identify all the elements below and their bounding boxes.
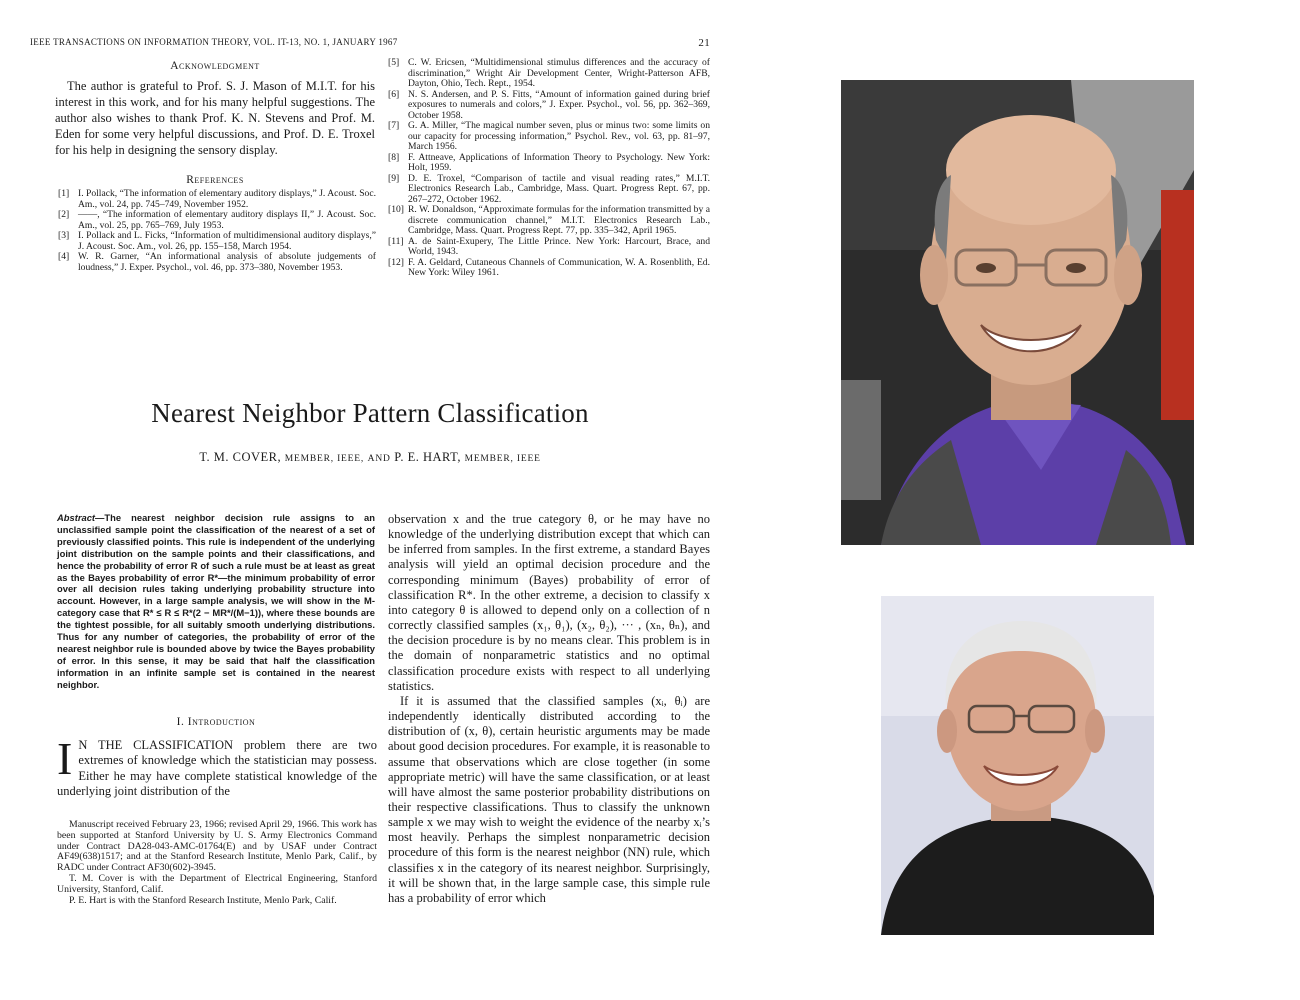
reference-item: [6] N. S. Andersen, and P. S. Fitts, “Amount of information gained during brief exposures to numerals and colors,” J. Exper. Psychol., vol. 56, pp. 362–369, October 1958. (388, 88, 710, 121)
paper-authors (30, 450, 710, 465)
reference-item: [9] D. E. Troxel, “Comparison of tactile and visual reading rates,” M.I.T. Electronics Research Lab., Cambridge, Mass. Quart. Progress Rept. 67, pp. 267–272, October 1962. (388, 172, 710, 205)
reference-item: [4] W. R. Garner, “An informational analysis of absolute judgements of loudness,” J. Exper. Psychol., vol. 46, pp. 373–380, November 1953. (58, 251, 376, 273)
reference-item: [12] F. A. Geldard, Cutaneous Channels of Communication, W. A. Rosenblith, Ed. New York: Wiley 1961. (388, 256, 710, 278)
author-photo-cover (841, 80, 1194, 545)
reference-item: [7] G. A. Miller, “The magical number seven, plus or minus two: some limits on our capacity for processing information,” Psychol. Rev., vol. 63, pp. 81–97, March 1956. (388, 120, 710, 152)
references-heading: References (186, 174, 244, 186)
reference-item: [1] I. Pollack, “The information of elementary auditory displays,” J. Acoust. Soc. Am., vol. 24, pp. 745–749, November 1952. (58, 188, 376, 210)
author-name: P. E. HART, (394, 450, 461, 464)
author-role: MEMBER, IEEE (464, 454, 541, 464)
journal-line: IEEE TRANSACTIONS ON INFORMATION THEORY, VOL. IT-13, NO. 1, JANUARY 1967 (30, 37, 398, 47)
author-conjunction: AND (367, 454, 391, 464)
author-name: T. M. COVER, (199, 450, 282, 464)
page-number: 21 (698, 37, 710, 49)
footnote-hart: P. E. Hart is with the Stanford Research Institute, Menlo Park, Calif. (69, 894, 337, 906)
reference-item: [10] R. W. Donaldson, “Approximate formulas for the information transmitted by a discrete communication channel,” M.I.T. Electronics Research Lab., Cambridge, Mass. Quart. Progress Rept. 77, pp. 335–342, April 1965. (388, 204, 710, 236)
footnote (57, 820, 377, 906)
references-list-right (388, 58, 710, 279)
body-paragraph: observation x and the true category θ, or he may have no knowledge of the underlying distribution except that which can be inferred from samples. In the first extreme, a standard Bayes analysis will yield an optimal decision procedure and the corresponding minimum (Bayes) probability of error of classification R*. In the other extreme, a decision to classify x into category θ is allowed to depend only on a collection of n correctly classified samples (x₁, θ₁), (x₂, θ₂), ··· , (xₙ, θₙ), and the decision procedure is by no means clear. This problem is in the domain of nonparametric statistics and no optimal classification procedure exists with respect to all underlying statistics. (388, 512, 710, 693)
reference-item: [2] ——, “The information of elementary auditory displays II,” J. Acoust. Soc. Am., vol. 25, pp. 765–769, July 1953. (58, 209, 376, 231)
paper-title: Nearest Neighbor Pattern Classification (151, 398, 589, 428)
acknowledgment-text: The author is grateful to Prof. S. J. Mason of M.I.T. for his interest in this work, and for his many helpful suggestions. The author also wishes to thank Prof. K. N. Stevens and Prof. M. Eden for some very helpful discussions, and Prof. D. E. Troxel for his help in designing the sensory display. (55, 79, 375, 157)
acknowledgment-heading: Acknowledgment (170, 60, 260, 72)
body-paragraph: If it is assumed that the classified samples (xᵢ, θᵢ) are independently identically distributed according to the distribution of (x, θ), certain heuristic arguments may be made about good decision procedures. For example, it is reasonable to assume that observations which are close together (in some appropriate metric) will have the same classification, or at least will have almost the same posterior probability distributions on their respective classifications. Thus to classify the unknown sample x we may wish to weight the evidence of the nearby xᵢ’s most heavily. Perhaps the simplest nonparametric decision procedure of this form is the nearest neighbor (NN) rule, which classifies x in the category of its nearest neighbor. Surprisingly, it will be shown that, in the large sample case, this simple rule has a probability of error which (388, 693, 710, 905)
footnote-manuscript: Manuscript received February 23, 1966; revised April 29, 1966. This work has been supported at Stanford University by U. S. Army Electronics Command under Contract DA28-043-AMC-01764(E) and by USAF under Contract AF49(638)1517; and at the Stanford Research Institute, Menlo Park, Calif., by RADC under Contract AF30(602)-3945. (57, 819, 377, 874)
abstract-text: —The nearest neighbor decision rule assigns to an unclassified sample point the classification of the nearest of a set of previously classified points. This rule is independent of the underlying joint distribution on the sample points and their classifications, and hence the probability of error R of such a rule must be at least as great as the Bayes probability of error R*—the minimum probability of error over all decision rules taking underlying probability structure into account. However, in a large sample analysis, we will show in the M-category case that R* ≤ R ≤ R*(2 − MR*/(M−1)), where these bounds are the tightest possible, for all suitably smooth underlying distributions. Thus for any number of categories, the probability of error of the nearest neighbor rule is bounded above by twice the Bayes probability of error. In this sense, it may be said that half the classification information in an infinite sample set is contained in the nearest neighbor. (57, 512, 375, 690)
body-right-column (388, 512, 710, 906)
reference-item: [5] C. W. Ericsen, “Multidimensional stimulus differences and the accuracy of discrimination,” Wright Air Development Center, Wright-Patterson AFB, Dayton, Ohio, Tech. Rept., 1954. (388, 57, 710, 89)
abstract-label: Abstract (57, 512, 96, 523)
introduction-text: I N THE CLASSIFICATION problem there are two extremes of knowledge which the statistician may possess. Either he may have complete statistical knowledge of the underlying joint distribution of the (57, 733, 377, 799)
running-head (30, 37, 710, 47)
author-role: MEMBER, IEEE, (284, 454, 365, 464)
reference-item: [11] A. de Saint-Exupery, The Little Prince. New York: Harcourt, Brace, and World, 1943. (388, 235, 710, 257)
drop-cap: I (57, 733, 73, 784)
reference-item: [8] F. Attneave, Applications of Information Theory to Psychology. New York: Holt, 1959. (388, 151, 710, 173)
reference-item: [3] I. Pollack and L. Ficks, “Information of multidimensional auditory displays,” J. Acoust. Soc. Am., vol. 26, pp. 155–158, March 1954. (58, 230, 376, 252)
introduction-heading: I. Introduction (176, 716, 256, 728)
abstract (57, 512, 375, 691)
footnote-cover: T. M. Cover is with the Department of Electrical Engineering, Stanford University, Stanford, Calif. (57, 872, 377, 895)
references-list-left (58, 189, 376, 273)
author-photo-hart (881, 596, 1154, 935)
